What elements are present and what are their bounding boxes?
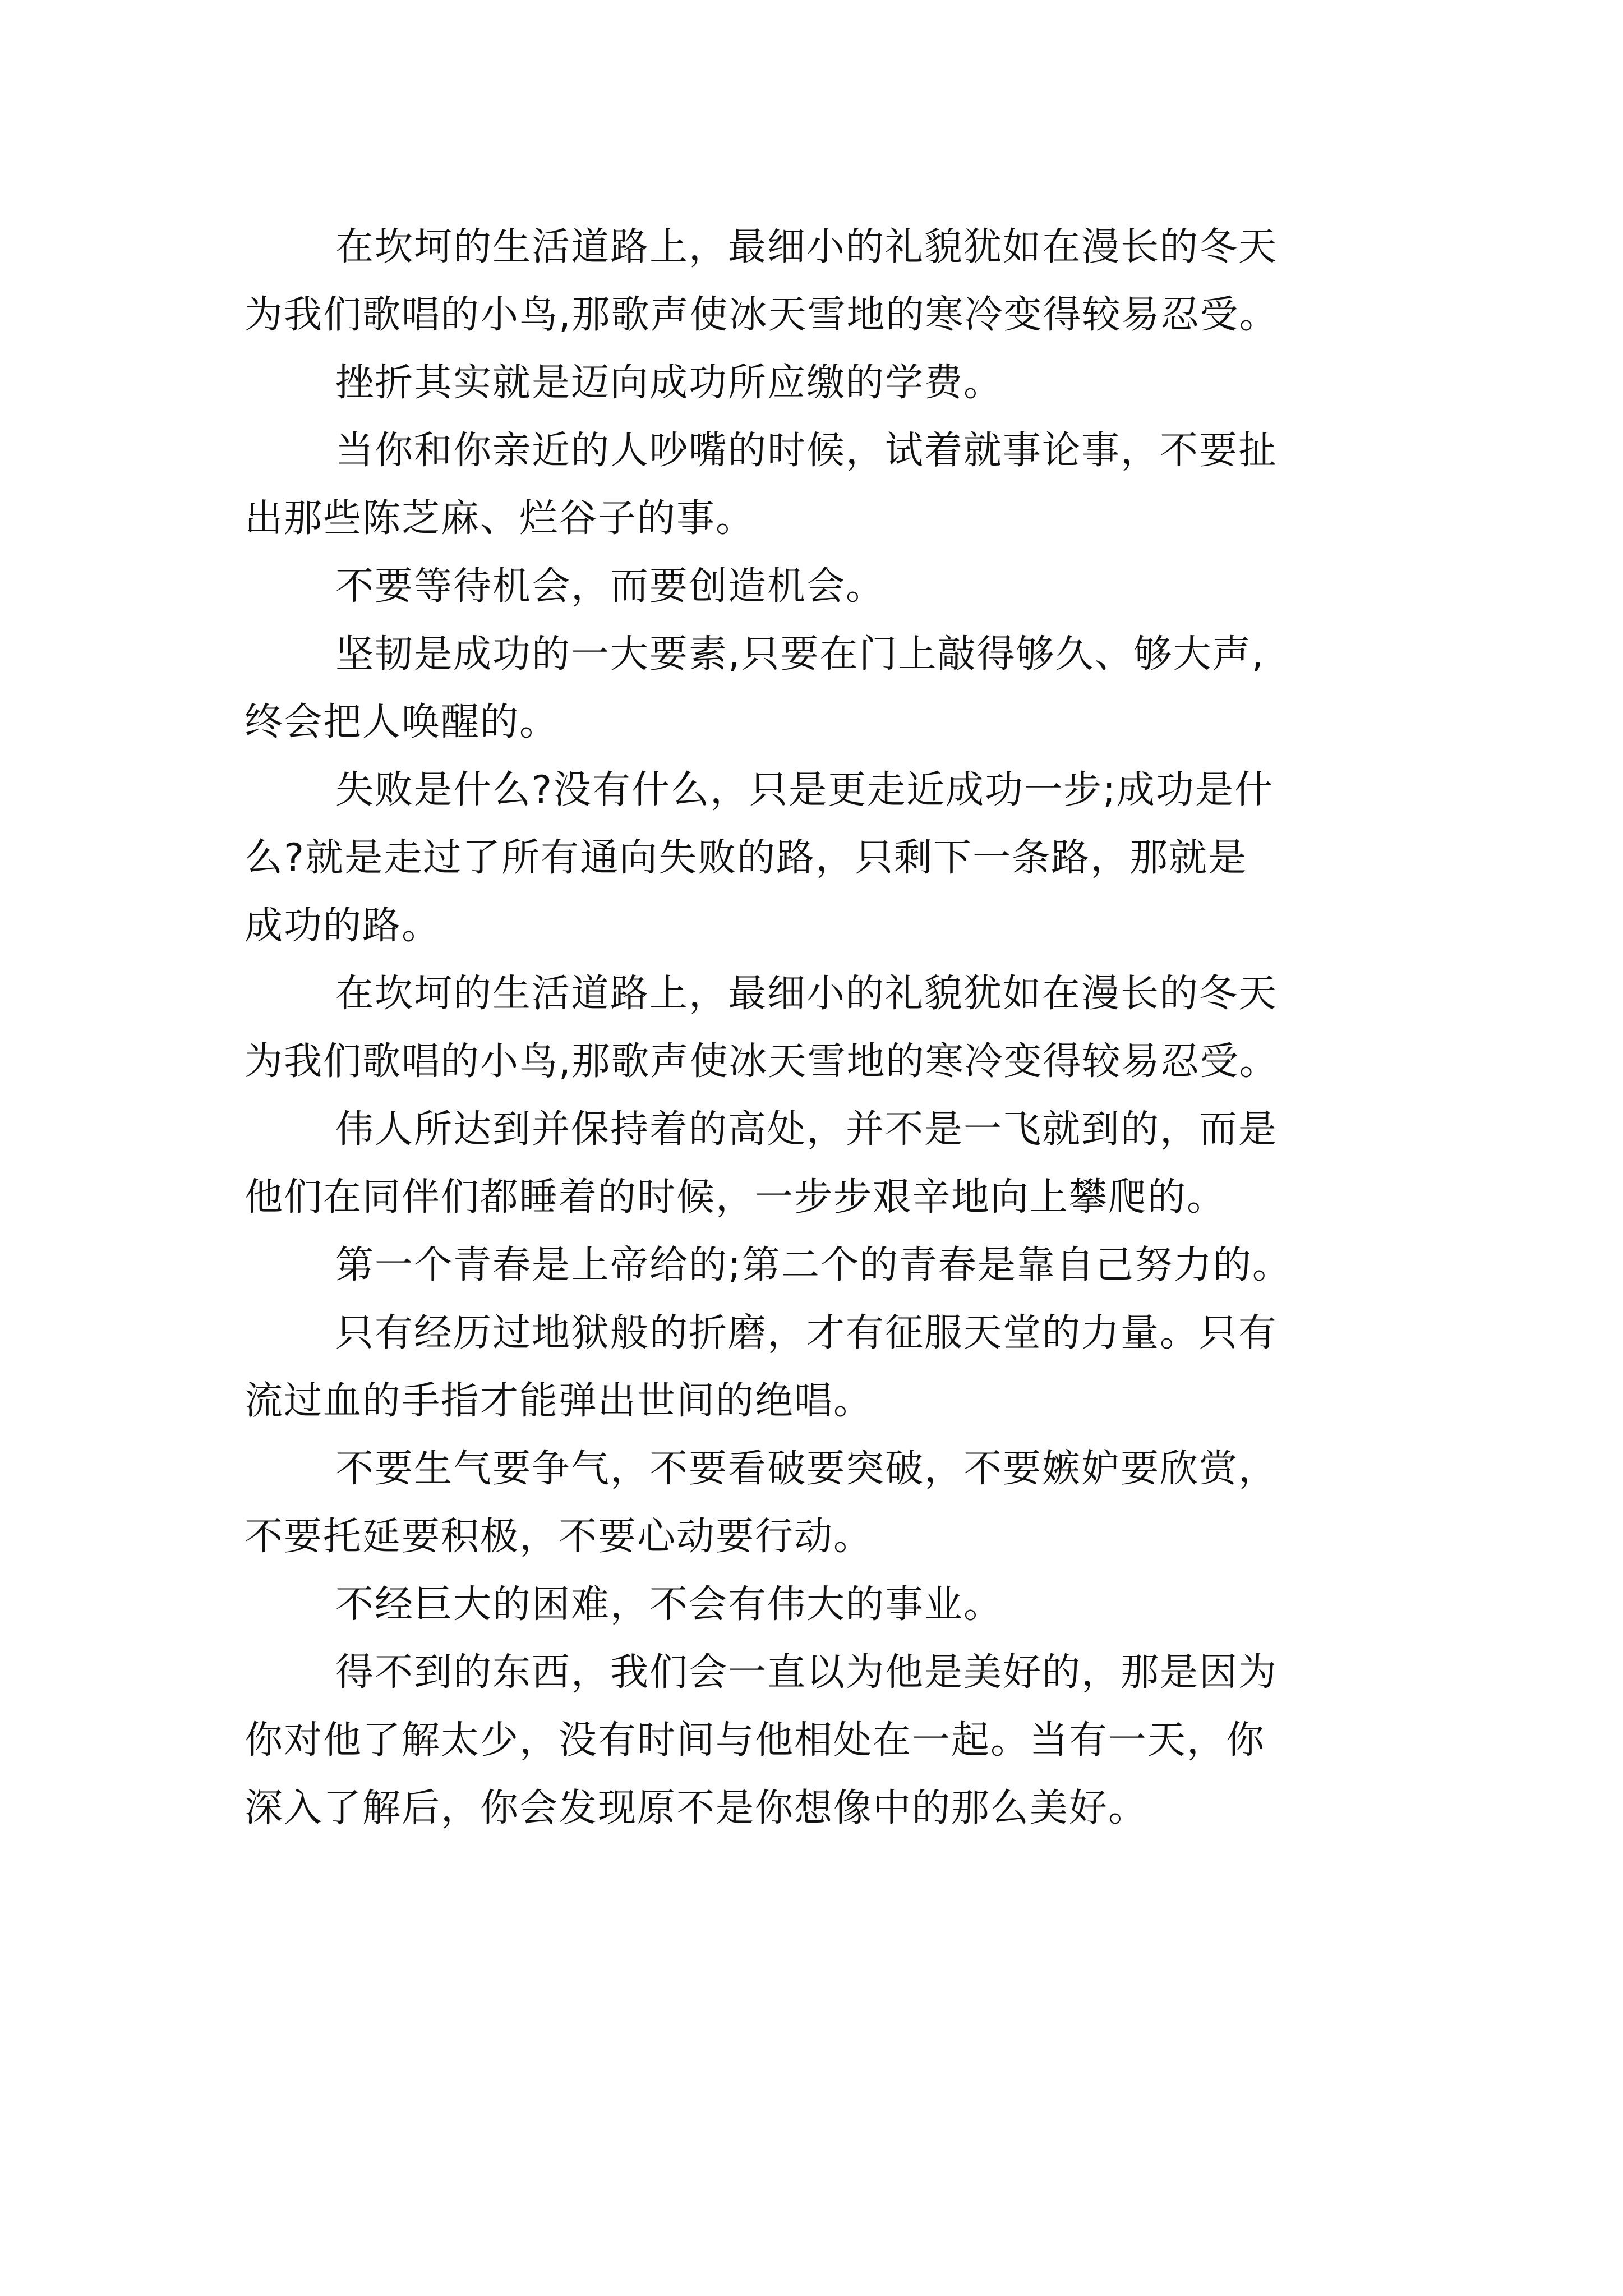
paragraph-9: 第一个青春是上帝给的;第二个的青春是靠自己努力的。: [335, 1243, 1292, 1287]
paragraph-4: 不要等待机会，而要创造机会。: [335, 564, 886, 609]
body-text: [245, 213, 1422, 1842]
paragraph-11: 不要生气要争气，不要看破要突破，不要嫉妒要欣赏， 不要托延要积极，不要心动要行动。: [245, 1447, 1278, 1559]
paragraph-7: 在坎坷的生活道路上，最细小的礼貌犹如在漫长的冬天 为我们歌唱的小鸟,那歌声使冰天雪地的寒冷变得较易忍受。: [245, 972, 1279, 1084]
paragraph-10: 只有经历过地狱般的折磨，才有征服天堂的力量。只有 流过血的手指才能弹出世间的绝唱。: [245, 1311, 1278, 1423]
paragraph-13: 得不到的东西，我们会一直以为他是美好的，那是因为 你对他了解太少，没有时间与他相处在一起。当有一天，你 深入了解后，你会发现原不是你想像中的那么美好。: [245, 1650, 1278, 1830]
paragraph-12: 不经巨大的困难，不会有伟大的事业。: [335, 1582, 1003, 1627]
paragraph-1: 在坎坷的生活道路上，最细小的礼貌犹如在漫长的冬天 为我们歌唱的小鸟,那歌声使冰天雪地的寒冷变得较易忍受。: [245, 225, 1279, 337]
paragraph-6: 失败是什么?没有什么，只是更走近成功一步;成功是什 么?就是走过了所有通向失败的路，只剩下一条路，那就是 成功的路。: [245, 768, 1274, 948]
paragraph-2: 挫折其实就是迈向成功所应缴的学费。: [335, 361, 1003, 405]
paragraph-5: 坚韧是成功的一大要素,只要在门上敲得够久、够大声, 终会把人唤醒的。: [245, 632, 1265, 744]
paragraph-8: 伟人所达到并保持着的高处，并不是一飞就到的，而是 他们在同伴们都睡着的时候，一步步艰辛地向上攀爬的。: [245, 1107, 1278, 1220]
paragraph-3: 当你和你亲近的人吵嘴的时候，试着就事论事，不要扯 出那些陈芝麻、烂谷子的事。: [245, 429, 1278, 541]
